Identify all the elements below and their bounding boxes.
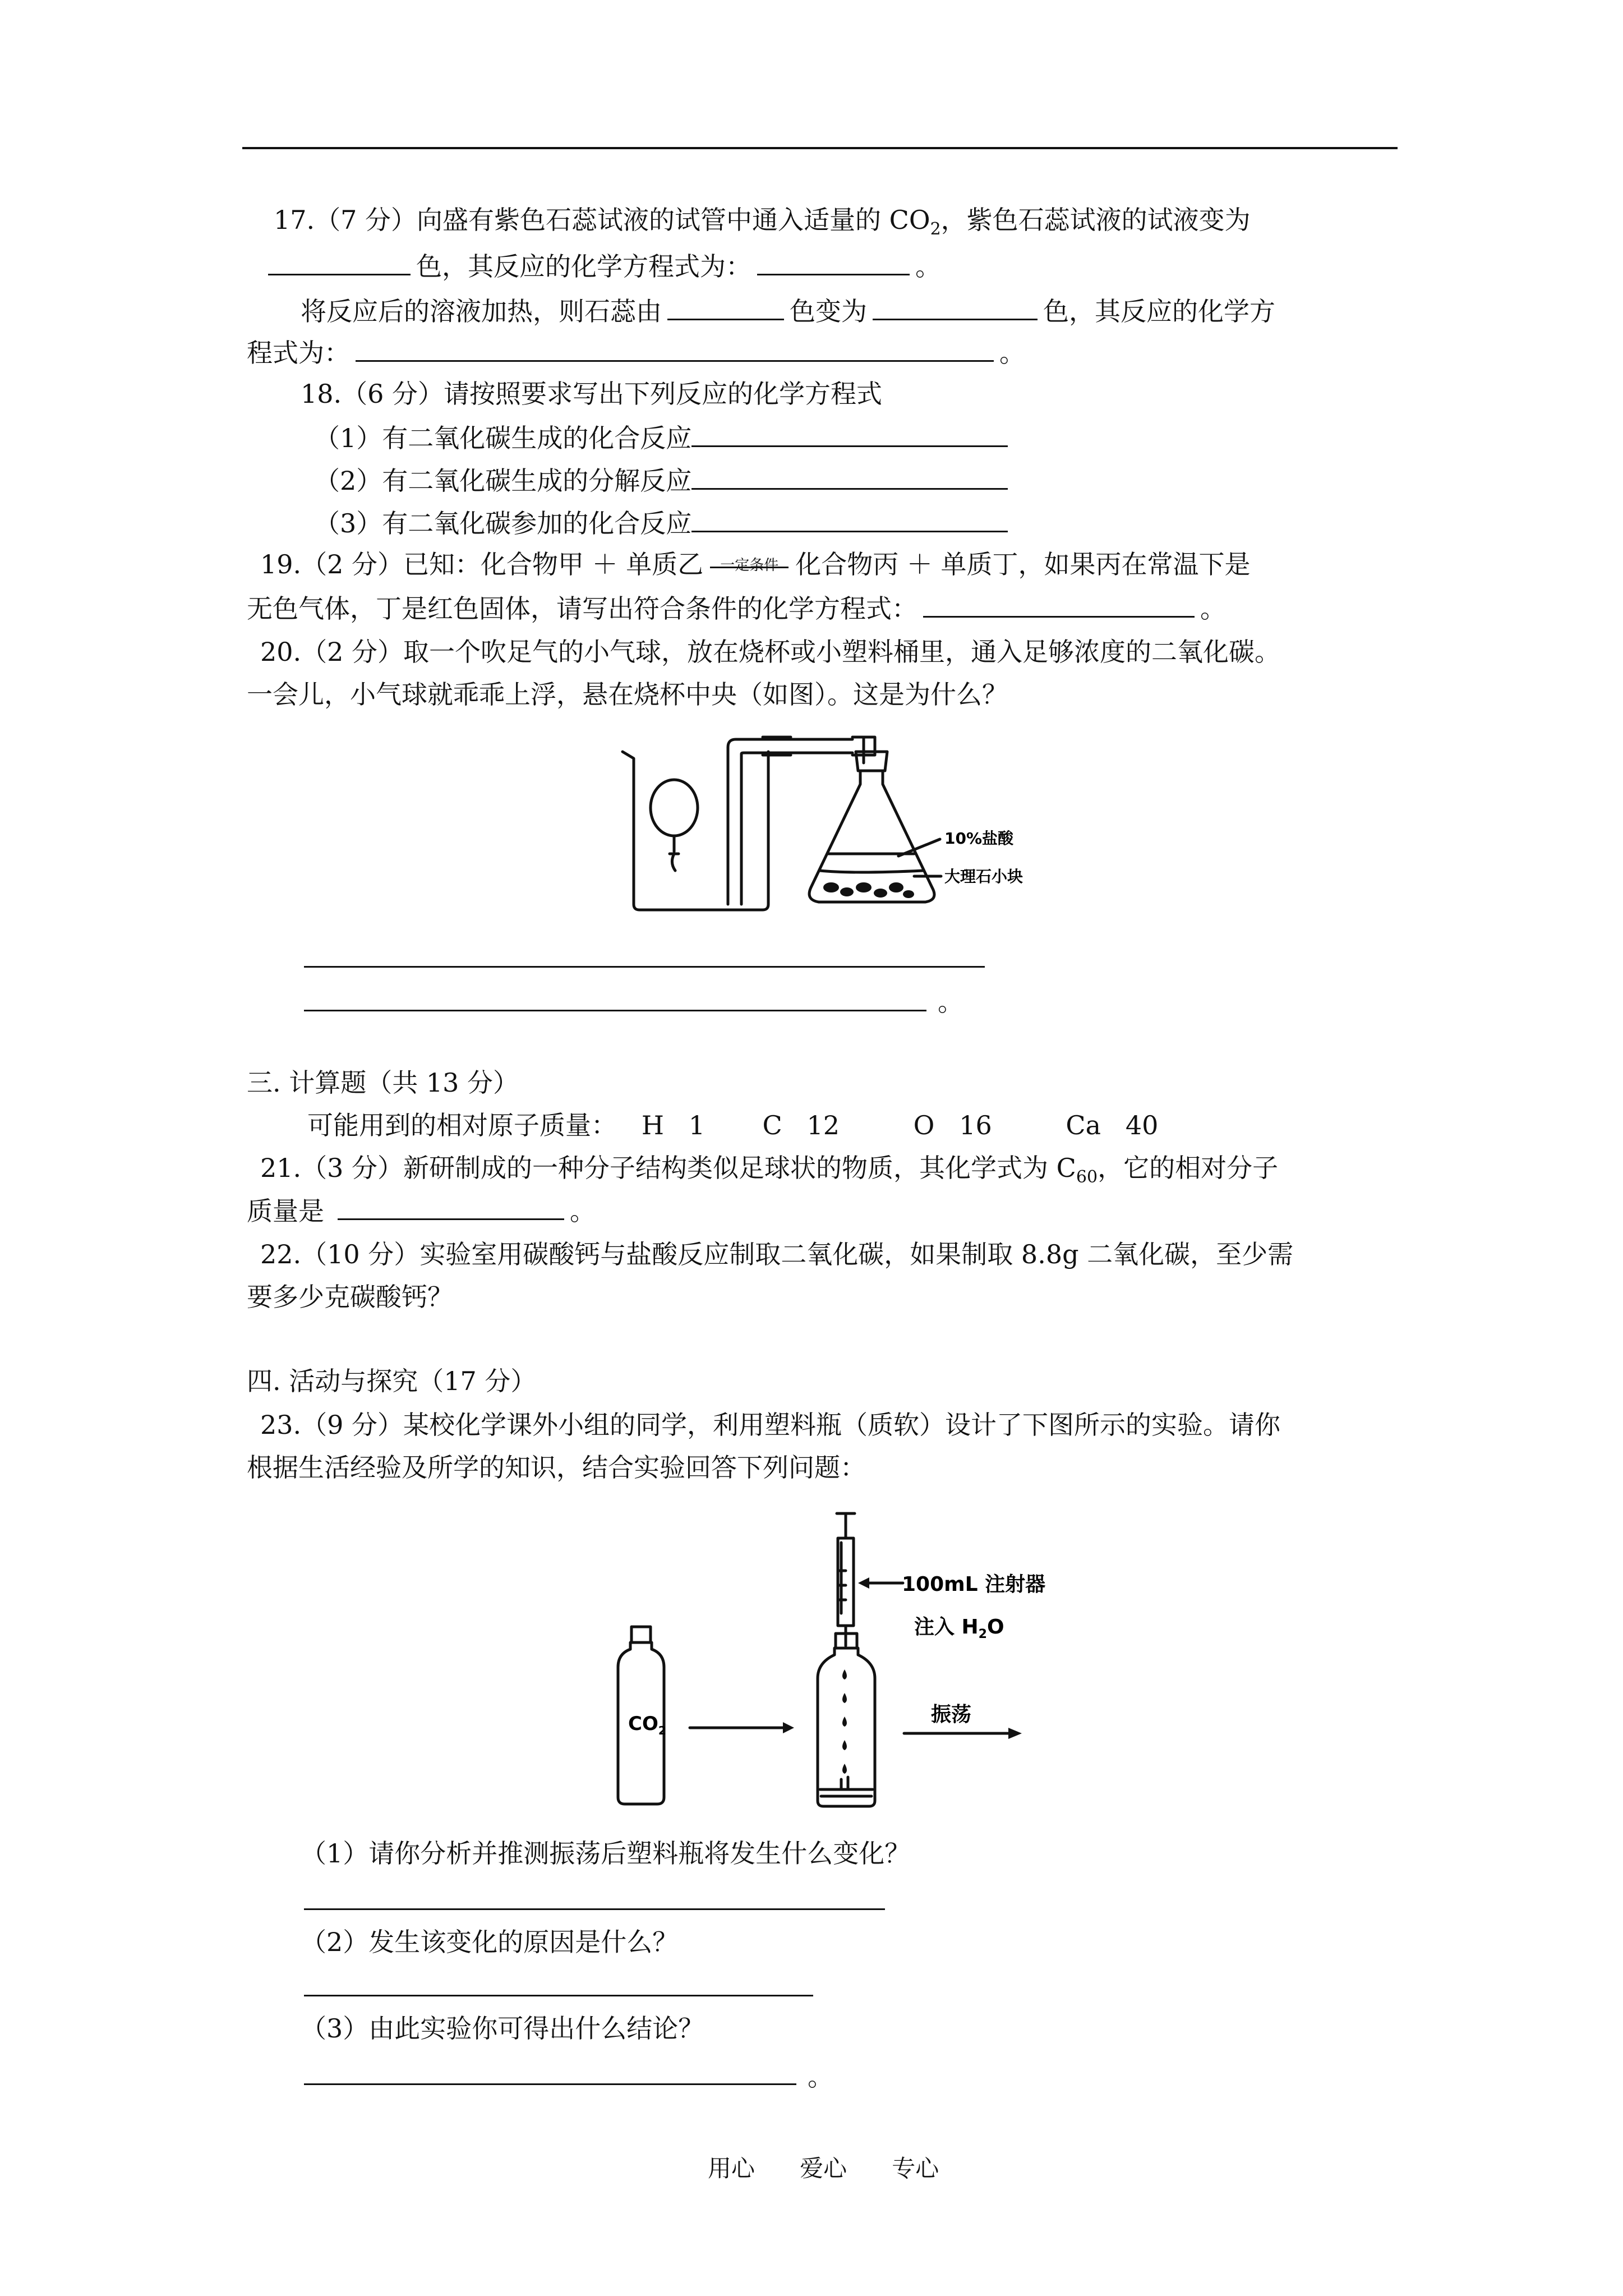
reaction-condition: 一定条件	[710, 547, 789, 581]
fig-label-syringe: 100mL 注射器	[902, 1573, 1046, 1596]
q23-sub1: （1）请你分析并推测振荡后塑料瓶将发生什么变化？	[301, 1838, 911, 1869]
answer-line[interactable]	[304, 1908, 885, 1910]
answer-period: 。	[808, 2062, 833, 2092]
q18-item-3: （3）有二氧化碳参加的化合反应	[314, 506, 1013, 540]
q22-line1: 22.（10 分）实验室用碳酸钙与盐酸反应制取二氧化碳，如果制取 8.8g 二氧化碳，至少需	[260, 1239, 1294, 1269]
q17-line1: 17.（7 分）向盛有紫色石蕊试液的试管中通入适量的 $CO_2$，紫色石蕊试液的试液变为	[274, 205, 1251, 239]
q21-line2: 质量是 。	[247, 1194, 596, 1228]
answer-line[interactable]	[304, 1010, 926, 1011]
answer-blank[interactable]	[667, 294, 784, 320]
q19-line2: 无色气体，丁是红色固体，请写出符合条件的化学方程式： 。	[247, 591, 1226, 625]
q17-line4: 程式为： 。	[247, 335, 1025, 370]
answer-period: 。	[938, 987, 963, 1017]
answer-line[interactable]	[304, 966, 985, 968]
q18-item-2: （2）有二氧化碳生成的分解反应	[314, 463, 1013, 498]
fig-label-acid: 10%盐酸	[944, 829, 1014, 848]
answer-line[interactable]	[304, 2083, 796, 2085]
plastic-bottle-experiment-figure	[594, 1503, 1077, 1818]
answer-blank[interactable]	[923, 591, 1195, 618]
q19-line1: 19.（2 分）已知：化合物甲 ＋ 单质乙 一定条件 化合物丙 ＋ 单质丁，如果丙在常温下是	[260, 547, 1251, 581]
q17-line3: 将反应后的溶液加热，则石蕊由 色变为 色，其反应的化学方	[301, 294, 1275, 328]
q17-line2: 色，其反应的化学方程式为： 。	[262, 249, 941, 283]
section4-title: 四. 活动与探究（17 分）	[247, 1366, 537, 1396]
fig-label-shake: 振荡	[931, 1703, 972, 1726]
page-footer: 用心 爱心 专心	[708, 2155, 939, 2182]
answer-blank[interactable]	[268, 249, 411, 275]
answer-blank[interactable]	[873, 294, 1038, 320]
answer-blank[interactable]	[691, 463, 1008, 490]
q23-sub2: （2）发生该变化的原因是什么？	[301, 1927, 679, 1957]
balloon-co2-apparatus-figure	[611, 729, 1026, 920]
answer-blank[interactable]	[691, 506, 1008, 532]
fig-label-marble: 大理石小块	[944, 867, 1023, 886]
section3-title: 三. 计算题（共 13 分）	[247, 1068, 519, 1098]
q18-item-1: （1）有二氧化碳生成的化合反应	[314, 421, 1013, 455]
q23-sub3: （3）由此实验你可得出什么结论？	[301, 2013, 704, 2044]
answer-blank[interactable]	[338, 1194, 564, 1220]
answer-line[interactable]	[304, 1995, 813, 1996]
q18-title: 18.（6 分）请按照要求写出下列反应的化学方程式	[301, 379, 883, 409]
answer-blank[interactable]	[691, 421, 1008, 447]
atomic-masses: 可能用到的相对原子质量： H 1 C 12 O 16 Ca 40	[307, 1110, 1159, 1140]
q22-line2: 要多少克碳酸钙？	[247, 1282, 453, 1312]
q20-line2: 一会儿，小气球就乖乖上浮，悬在烧杯中央（如图）。这是为什么？	[247, 679, 1008, 710]
q21-line1: 21.（3 分）新研制成的一种分子结构类似足球状的物质，其化学式为 $C_{60}$，它的相对分子	[260, 1153, 1279, 1187]
q20-line1: 20.（2 分）取一个吹足气的小气球，放在烧杯或小塑料桶里，通入足够浓度的二氧化碳。	[260, 637, 1281, 667]
fig-label-co2: $CO_2$	[628, 1713, 666, 1737]
q23-line1: 23.（9 分）某校化学课外小组的同学，利用塑料瓶（质软）设计了下图所示的实验。请你	[260, 1410, 1281, 1440]
header-rule	[242, 147, 1398, 149]
answer-blank[interactable]	[356, 335, 994, 362]
q23-line2: 根据生活经验及所学的知识，结合实验回答下列问题：	[247, 1452, 866, 1483]
answer-blank[interactable]	[757, 249, 910, 275]
fig-label-inject: 注入 $H_2O$	[914, 1616, 1004, 1641]
